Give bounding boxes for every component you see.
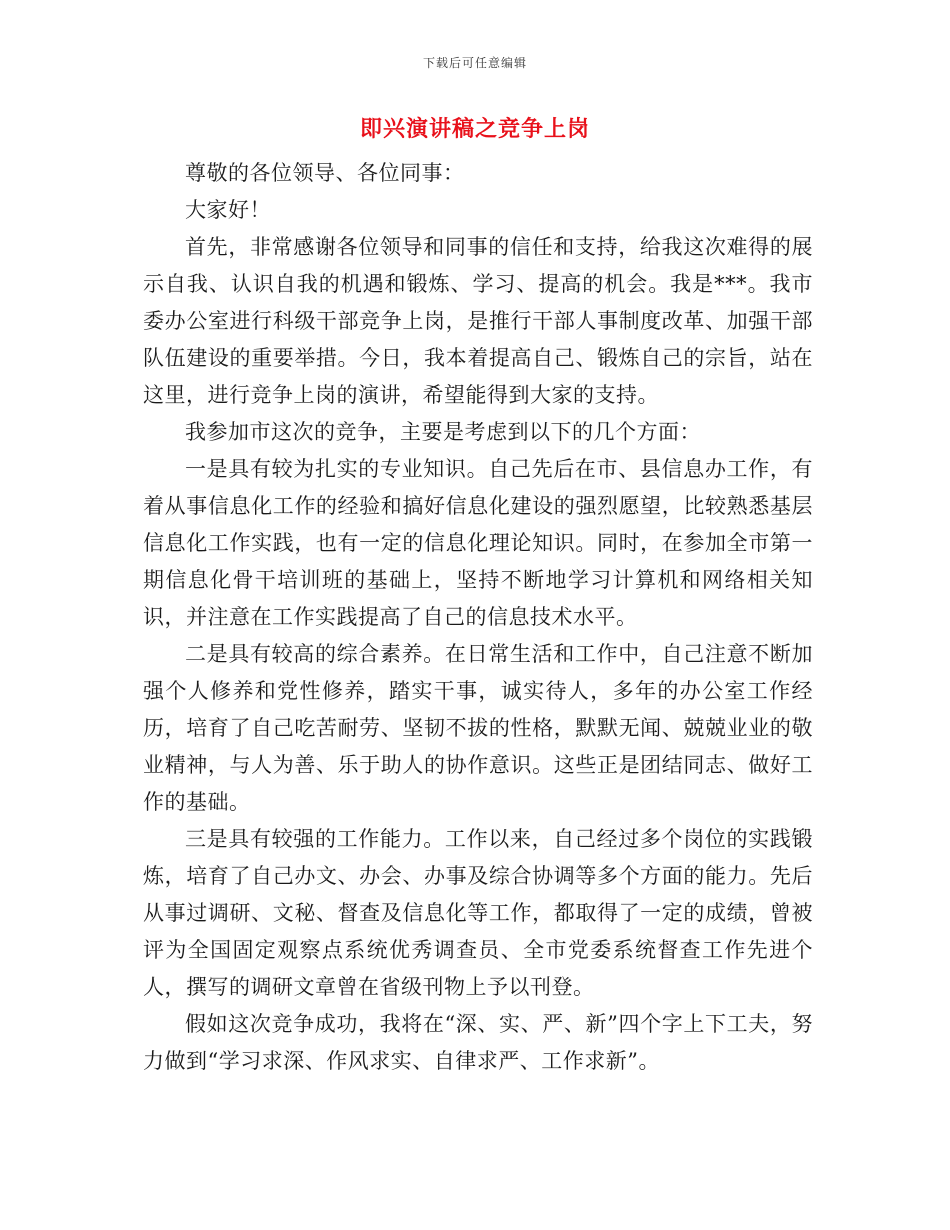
greeting: 大家好！ — [185, 198, 271, 222]
document-body — [143, 155, 813, 1080]
paragraph-intro: 首先，非常感谢各位领导和同事的信任和支持，给我这次难得的展示自我、认识自我的机遇和锻炼、学习、提高的机会。我是***。我市委办公室进行科级干部竞争上岗，是推行干部人事制度改革、加强干部队伍建设的重要举措。今日，我本着提高自己、锻炼自己的宗旨，站在这里，进行竞争上岗的演讲，希望能得到大家的支持。 — [143, 235, 813, 407]
paragraph-reasons-lead: 我参加市这次的竞争，主要是考虑到以下的几个方面： — [185, 420, 701, 444]
paragraph-reason-2: 二是具有较高的综合素养。在日常生活和工作中，自己注意不断加强个人修养和党性修养，踏实干事，诚实待人，多年的办公室工作经历，培育了自己吃苦耐劳、坚韧不拔的性格，默默无闻、兢兢业业的敬业精神，与人为善、乐于助人的协作意识。这些正是团结同志、做好工作的基础。 — [143, 642, 813, 814]
paragraph-commitment: 假如这次竞争成功，我将在“深、实、严、新”四个字上下工夫，努力做到“学习求深、作风求实、自律求严、工作求新”。 — [143, 1012, 813, 1073]
paragraph-reason-3: 三是具有较强的工作能力。工作以来，自己经过多个岗位的实践锻炼，培育了自己办文、办会、办事及综合协调等多个方面的能力。先后从事过调研、文秘、督查及信息化等工作，都取得了一定的成绩，曾被评为全国固定观察点系统优秀调查员、全市党委系统督查工作先进个人，撰写的调研文章曾在省级刊物上予以刊登。 — [143, 827, 813, 999]
document-title: 即兴演讲稿之竞争上岗 — [359, 116, 590, 142]
paragraph-reason-1: 一是具有较为扎实的专业知识。自己先后在市、县信息办工作，有着从事信息化工作的经验和搞好信息化建设的强烈愿望，比较熟悉基层信息化工作实践，也有一定的信息化理论知识。同时，在参加全市第一期信息化骨干培训班的基础上，坚持不断地学习计算机和网络相关知识，并注意在工作实践提高了自己的信息技术水平。 — [143, 457, 813, 629]
salutation: 尊敬的各位领导、各位同事： — [185, 161, 465, 185]
header-note: 下载后可任意编辑 — [422, 56, 527, 70]
